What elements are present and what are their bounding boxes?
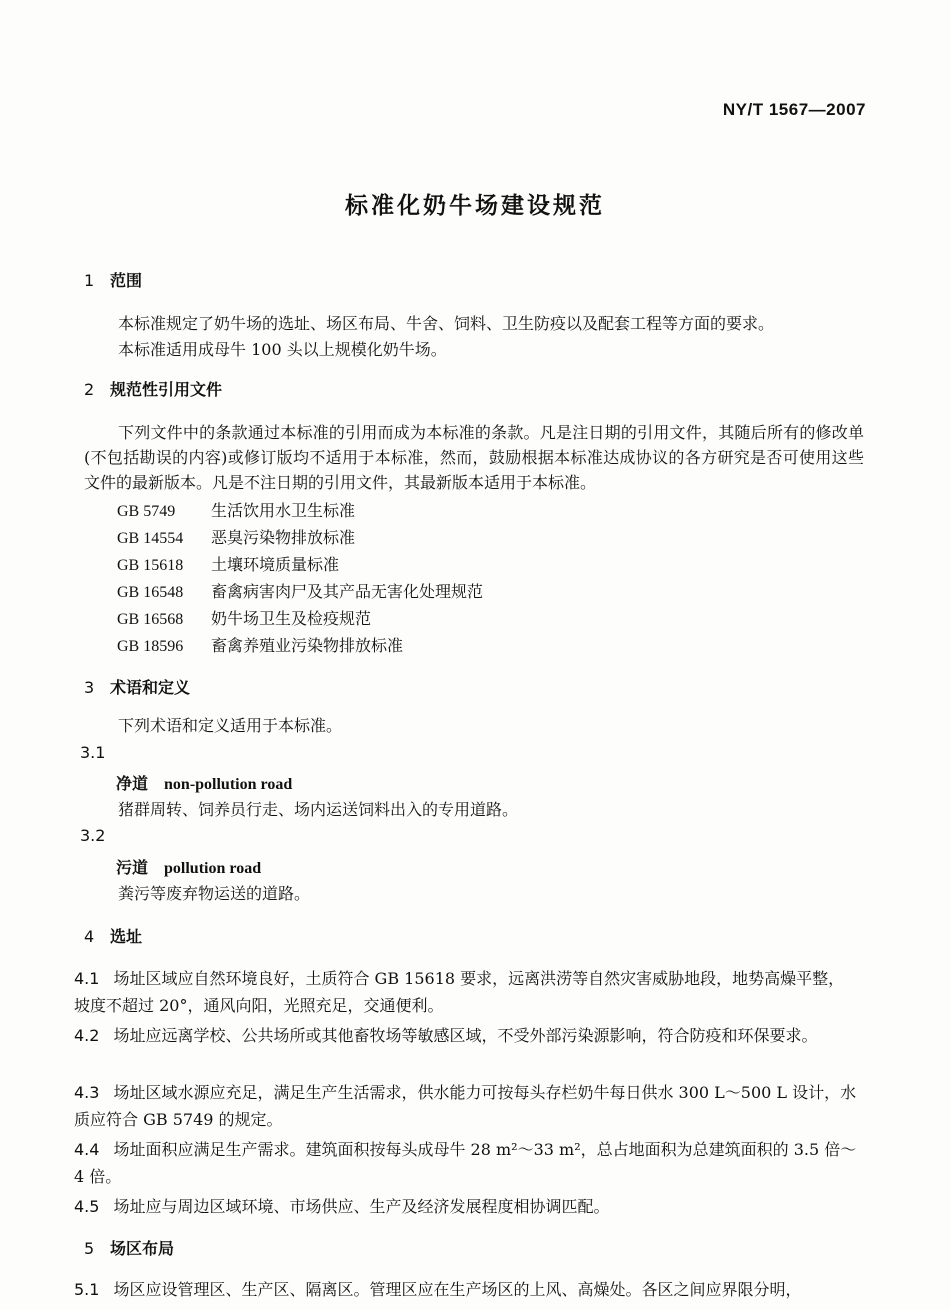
clause-text: 场址应与周边区域环境、市场供应、生产及经济发展程度相协调匹配。 [113,1197,610,1216]
section-3-heading [84,675,190,698]
section-label: 术语和定义 [110,678,191,697]
clause-text: 场址区域应自然环境良好，土质符合 GB 15618 要求，远离洪涝等自然灾害威胁地段，地势高燥平整，坡度不超过 20°，通风向阳，光照充足，交通便利。 [74,969,845,1015]
section-1-heading [84,268,142,291]
standard-code: NY/T 1567—2007 [722,100,866,119]
clause-text: 场址应远离学校、公共场所或其他畜牧场等敏感区域，不受外部污染源影响，符合防疫和环保要求。 [113,1026,818,1045]
reference-name: 畜禽养殖业污染物排放标准 [211,636,404,655]
term-cn: 污道 [116,858,149,877]
scope-paragraph-2: 本标准适用成母牛 100 头以上规模化奶牛场。 [118,340,447,359]
section-label: 规范性引用文件 [110,380,223,399]
reference-item [117,552,339,575]
reference-code: GB 5749 [117,503,176,520]
term-number: 3.2 [80,826,106,845]
terms-intro: 下列术语和定义适用于本标准。 [118,716,343,735]
section-label: 范围 [110,271,143,290]
clause [74,1193,858,1220]
clause [74,1276,858,1303]
term-definition: 粪污等废弃物运送的道路。 [118,884,311,903]
reference-code: GB 16548 [117,584,184,601]
reference-name: 生活饮用水卫生标准 [211,501,356,520]
section-number: 5 [84,1239,95,1258]
section-number: 2 [84,380,95,399]
section-label: 选址 [110,927,143,946]
reference-name: 奶牛场卫生及检疫规范 [211,609,372,628]
clause-number: 4.1 [74,969,100,988]
clause-text: 场区应设管理区、生产区、隔离区。管理区应在生产场区的上风、高燥处。各区之间应界限分明， [113,1280,802,1299]
reference-name: 畜禽病害肉尸及其产品无害化处理规范 [211,582,484,601]
clause-number: 4.2 [74,1026,100,1045]
clause-text: 场址区域水源应充足，满足生产生活需求，供水能力可按每头存栏奶牛每日供水 300 L～500 L 设计，水质应符合 GB 5749 的规定。 [74,1083,857,1129]
clause [74,965,858,1019]
reference-name: 恶臭污染物排放标准 [211,528,356,547]
section-4-heading [84,924,142,947]
clause-number: 4.5 [74,1197,100,1216]
reference-item [117,633,403,656]
clause [74,1136,858,1190]
term-heading [116,855,261,878]
reference-item [117,579,483,602]
reference-code: GB 16568 [117,611,184,628]
reference-code: GB 18596 [117,638,184,655]
clause-number: 4.3 [74,1083,100,1102]
term-number: 3.1 [80,743,106,762]
reference-name: 土壤环境质量标准 [211,555,340,574]
term-en: non-pollution road [164,776,293,793]
section-2-heading [84,377,222,400]
section-number: 3 [84,678,95,697]
clause-number: 4.4 [74,1140,100,1159]
clause [74,1079,858,1133]
references-intro: 下列文件中的条款通过本标准的引用而成为本标准的条款。凡是注日期的引用文件，其随后所有的修改单(不包括勘误的内容)或修订版均不适用于本标准，然而，鼓励根据本标准达成协议的各方研究是否可使用这些文件的最新版本。凡是不注日期的引用文件，其最新版本适用于本标准。 [84,423,864,492]
reference-item [117,498,355,521]
reference-code: GB 15618 [117,557,184,574]
section-5-heading [84,1236,174,1259]
section-number: 1 [84,271,95,290]
reference-code: GB 14554 [117,530,184,547]
scope-paragraph-1: 本标准规定了奶牛场的选址、场区布局、牛舍、饲料、卫生防疫以及配套工程等方面的要求。 [118,314,775,333]
term-heading [116,771,292,794]
page-title: 标准化奶牛场建设规范 [345,193,605,219]
reference-item [117,525,355,548]
section-number: 4 [84,927,95,946]
term-en: pollution road [164,860,262,877]
clause [74,1022,858,1049]
term-cn: 净道 [116,774,149,793]
clause-number: 5.1 [74,1280,100,1299]
reference-item [117,606,371,629]
section-label: 场区布局 [110,1239,175,1258]
term-definition: 猪群周转、饲养员行走、场内运送饲料出入的专用道路。 [118,800,519,819]
clause-text: 场址面积应满足生产需求。建筑面积按每头成母牛 28 m²～33 m²，总占地面积为总建筑面积的 3.5 倍～4 倍。 [74,1140,857,1186]
